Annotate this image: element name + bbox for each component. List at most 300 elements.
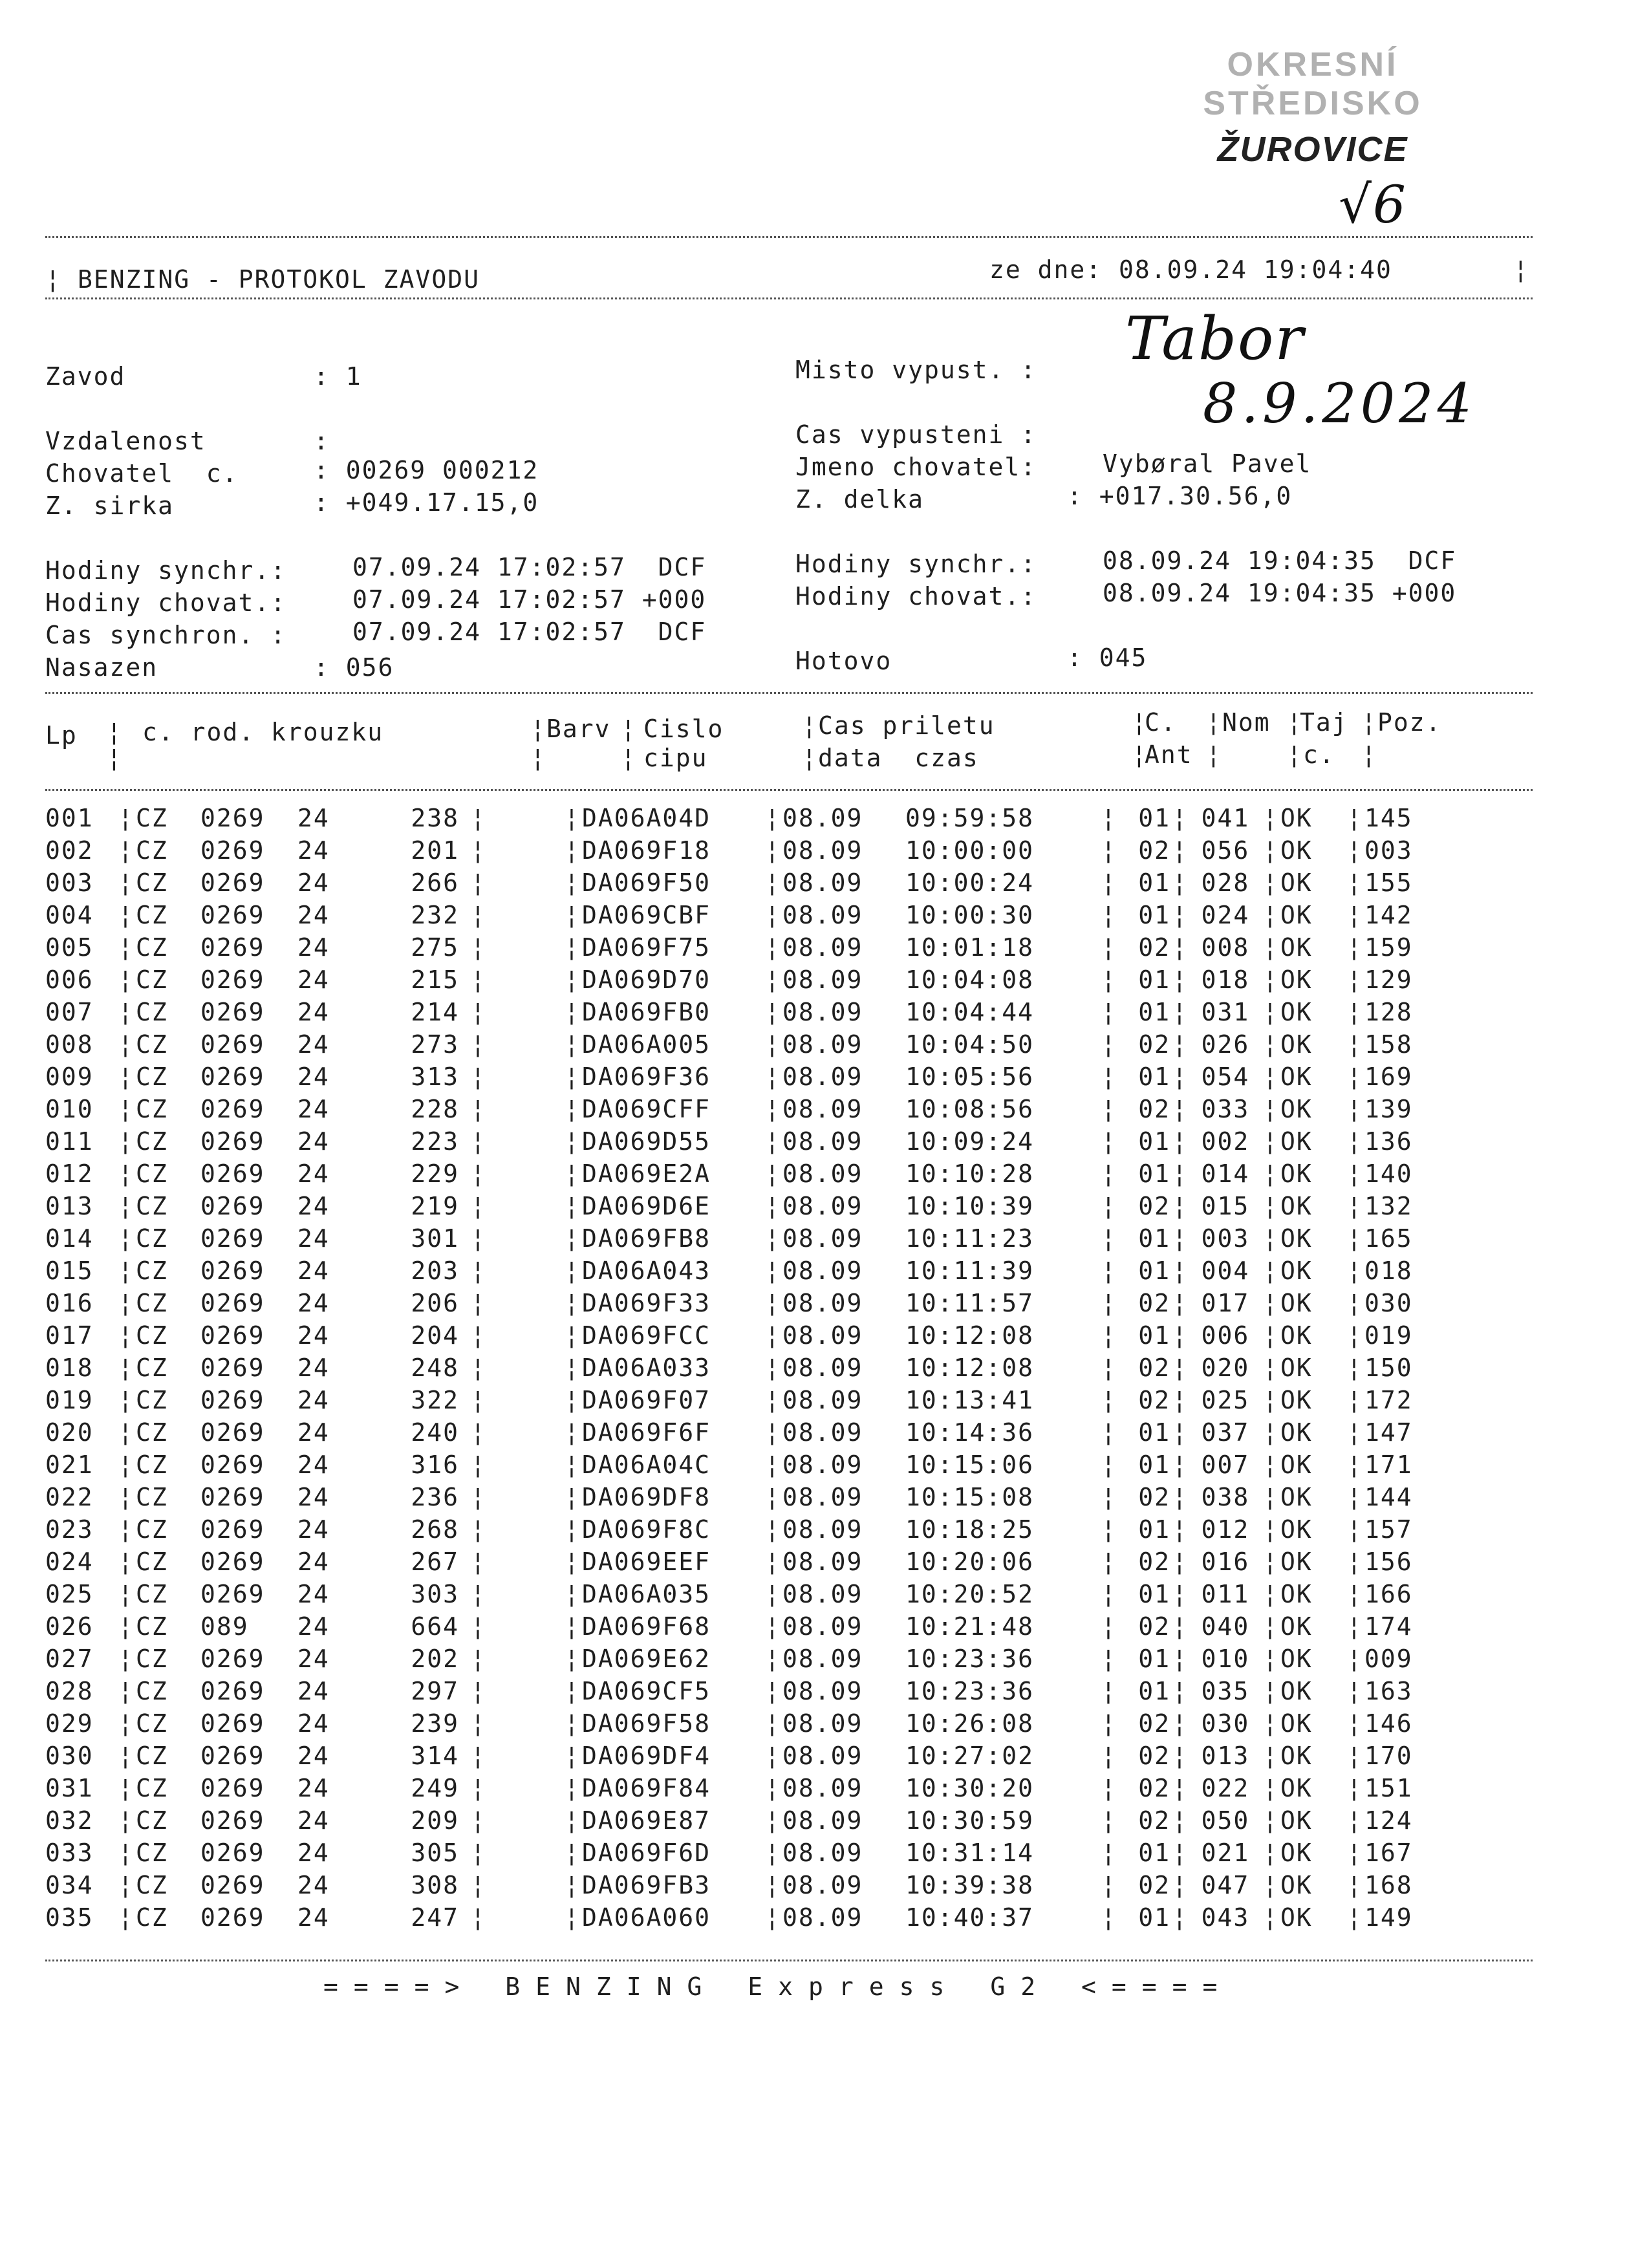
table-row	[45, 1675, 1429, 1707]
cell-lp: 010	[45, 1095, 94, 1123]
cell-sep: ¦	[1172, 1548, 1189, 1576]
cell-barv	[498, 1578, 563, 1610]
cell-date: 08.09	[782, 1839, 863, 1867]
cell-lp: 018	[45, 1354, 94, 1382]
cell-sep: ¦	[564, 1548, 581, 1576]
cell-date: 08.09	[782, 1709, 863, 1738]
col-c: C.	[1145, 708, 1177, 737]
cell-ant: 01	[1138, 1903, 1170, 1932]
cell-chip: DA06A060	[582, 1903, 711, 1932]
cell-barv	[498, 1772, 563, 1804]
cell-lp: 034	[45, 1871, 94, 1899]
cell-sep: ¦	[1262, 1677, 1279, 1705]
cell-time: 09:59:58	[905, 804, 1035, 832]
cell-taj: OK	[1280, 1483, 1313, 1511]
cell-sep: ¦	[1346, 1871, 1363, 1899]
cell-chip: DA069F50	[582, 869, 711, 897]
cell-sep: ¦	[118, 1095, 135, 1123]
cell-country: CZ	[136, 1192, 168, 1220]
cell-sep: ¦	[1172, 1289, 1189, 1317]
col-nom: Nom	[1222, 708, 1271, 737]
table-row	[45, 1319, 1429, 1352]
cell-sep: ¦	[118, 1289, 135, 1317]
cell-sep: ¦	[470, 869, 487, 897]
cell-sep: ¦	[1101, 1257, 1117, 1285]
cell-chip: DA069F6F	[582, 1418, 711, 1447]
cell-sep: ¦	[764, 1774, 781, 1802]
cell-date: 08.09	[782, 1192, 863, 1220]
cell-nom: 011	[1201, 1580, 1250, 1608]
cell-poz: 166	[1364, 1580, 1413, 1608]
cell-country: CZ	[136, 1548, 168, 1576]
cell-chip: DA069E62	[582, 1645, 711, 1673]
cell-sep: ¦	[764, 1742, 781, 1770]
cell-time: 10:21:48	[905, 1612, 1035, 1641]
cell-lp: 008	[45, 1030, 94, 1059]
cell-sep: ¦	[764, 1160, 781, 1188]
cell-taj: OK	[1280, 998, 1313, 1026]
table-row	[45, 1901, 1429, 1934]
cell-ant: 01	[1138, 1580, 1170, 1608]
cell-nom: 018	[1201, 966, 1250, 994]
cell-ring: 314	[411, 1742, 459, 1770]
cell-poz: 139	[1364, 1095, 1413, 1123]
cell-time: 10:04:44	[905, 998, 1035, 1026]
table-row	[45, 1804, 1429, 1837]
cell-sep: ¦	[1346, 1224, 1363, 1253]
cell-country: CZ	[136, 869, 168, 897]
cell-sep: ¦	[1172, 1612, 1189, 1641]
cell-barv	[498, 1546, 563, 1578]
cell-country: CZ	[136, 1127, 168, 1156]
cell-poz: 167	[1364, 1839, 1413, 1867]
cell-sep: ¦	[1101, 1451, 1117, 1479]
cell-poz: 157	[1364, 1515, 1413, 1544]
cell-sep: ¦	[1262, 1903, 1279, 1932]
cell-sep: ¦	[1346, 1742, 1363, 1770]
cell-chip: DA069FCC	[582, 1321, 711, 1350]
cell-sep: ¦	[564, 933, 581, 962]
cell-poz: 128	[1364, 998, 1413, 1026]
cell-poz: 030	[1364, 1289, 1413, 1317]
table-row	[45, 899, 1429, 931]
cell-sep: ¦	[1101, 1677, 1117, 1705]
cell-club: 0269	[200, 1354, 265, 1382]
cell-date: 08.09	[782, 1580, 863, 1608]
cell-sep: ¦	[118, 1192, 135, 1220]
cell-sep: ¦	[764, 1645, 781, 1673]
cell-sep: ¦	[1101, 1871, 1117, 1899]
cell-country: CZ	[136, 1354, 168, 1382]
protocol-title: BENZING - PROTOKOL ZAVODU	[78, 265, 480, 294]
table-row	[45, 1222, 1429, 1255]
cell-taj: OK	[1280, 1257, 1313, 1285]
cell-nom: 008	[1201, 933, 1250, 962]
cell-poz: 172	[1364, 1386, 1413, 1414]
cell-sep: ¦	[764, 998, 781, 1026]
cell-sep: ¦	[118, 998, 135, 1026]
cell-ant: 02	[1138, 1709, 1170, 1738]
cell-sep: ¦	[764, 1224, 781, 1253]
cell-sep: ¦	[764, 869, 781, 897]
cell-ring: 249	[411, 1774, 459, 1802]
cell-nom: 028	[1201, 869, 1250, 897]
cell-taj: OK	[1280, 933, 1313, 962]
cell-sep: ¦	[470, 1289, 487, 1317]
cell-barv	[498, 1093, 563, 1125]
cell-country: CZ	[136, 1580, 168, 1608]
cell-ring: 215	[411, 966, 459, 994]
cell-sep: ¦	[470, 1612, 487, 1641]
cell-barv	[498, 1449, 563, 1481]
cell-sep: ¦	[1172, 1127, 1189, 1156]
cell-sep: ¦	[1262, 1806, 1279, 1835]
cell-year: 24	[297, 1030, 330, 1059]
cell-sep: ¦	[764, 1030, 781, 1059]
col-sep: ¦	[107, 718, 123, 746]
cell-lp: 022	[45, 1483, 94, 1511]
cell-year: 24	[297, 1548, 330, 1576]
protocol-date-value: 08.09.24 19:04:40	[1119, 255, 1392, 284]
cell-date: 08.09	[782, 1321, 863, 1350]
cell-sep: ¦	[1172, 1483, 1189, 1511]
cell-year: 24	[297, 1224, 330, 1253]
col-cipu: cipu	[643, 744, 708, 772]
cell-year: 24	[297, 1515, 330, 1544]
table-row	[45, 1255, 1429, 1287]
cell-lp: 035	[45, 1903, 94, 1932]
cell-taj: OK	[1280, 1354, 1313, 1382]
cell-ant: 02	[1138, 1548, 1170, 1576]
nasazen-value: : 056	[314, 653, 394, 682]
cell-lp: 026	[45, 1612, 94, 1641]
cell-ring: 305	[411, 1839, 459, 1867]
cell-country: CZ	[136, 1095, 168, 1123]
cell-ring: 303	[411, 1580, 459, 1608]
cell-sep: ¦	[1346, 1451, 1363, 1479]
table-row	[45, 834, 1429, 867]
cell-ring: 209	[411, 1806, 459, 1835]
cell-year: 24	[297, 1774, 330, 1802]
cell-sep: ¦	[1262, 1451, 1279, 1479]
cell-time: 10:20:06	[905, 1548, 1035, 1576]
cell-time: 10:09:24	[905, 1127, 1035, 1156]
cell-chip: DA069D6E	[582, 1192, 711, 1220]
cell-sep: ¦	[1172, 1645, 1189, 1673]
cell-time: 10:27:02	[905, 1742, 1035, 1770]
cell-ring: 247	[411, 1903, 459, 1932]
cell-year: 24	[297, 1677, 330, 1705]
cell-sep: ¦	[118, 1839, 135, 1867]
table-row	[45, 867, 1429, 899]
cell-ant: 01	[1138, 869, 1170, 897]
cell-sep: ¦	[118, 1418, 135, 1447]
cell-sep: ¦	[1346, 1677, 1363, 1705]
cell-ant: 02	[1138, 1095, 1170, 1123]
cell-year: 24	[297, 1580, 330, 1608]
cell-barv	[498, 899, 563, 931]
cell-nom: 007	[1201, 1451, 1250, 1479]
cell-sep: ¦	[1262, 1774, 1279, 1802]
cell-sep: ¦	[118, 901, 135, 929]
cell-chip: DA06A04D	[582, 804, 711, 832]
cas-synchron-label: Cas synchron. :	[45, 621, 287, 649]
cell-sep: ¦	[564, 869, 581, 897]
cell-time: 10:30:20	[905, 1774, 1035, 1802]
cell-sep: ¦	[1346, 804, 1363, 832]
cell-lp: 016	[45, 1289, 94, 1317]
cell-sep: ¦	[118, 1871, 135, 1899]
cell-nom: 014	[1201, 1160, 1250, 1188]
cell-lp: 030	[45, 1742, 94, 1770]
cell-sep: ¦	[1262, 1127, 1279, 1156]
cell-poz: 170	[1364, 1742, 1413, 1770]
table-row	[45, 1643, 1429, 1675]
cell-club: 0269	[200, 1224, 265, 1253]
cell-sep: ¦	[1346, 836, 1363, 865]
synchr-left-label: Hodiny synchr.:	[45, 556, 287, 585]
cell-ant: 02	[1138, 1612, 1170, 1641]
cell-chip: DA069CFF	[582, 1095, 711, 1123]
cell-taj: OK	[1280, 1095, 1313, 1123]
cell-sep: ¦	[564, 1192, 581, 1220]
col-poz: Poz.	[1377, 708, 1442, 737]
sirka-label: Z. sirka	[45, 491, 175, 520]
cell-taj: OK	[1280, 1451, 1313, 1479]
cell-lp: 015	[45, 1257, 94, 1285]
cell-sep: ¦	[564, 1483, 581, 1511]
cell-sep: ¦	[470, 966, 487, 994]
cell-time: 10:23:36	[905, 1677, 1035, 1705]
cell-sep: ¦	[470, 1483, 487, 1511]
cell-club: 0269	[200, 869, 265, 897]
cell-ring: 313	[411, 1063, 459, 1091]
cell-sep: ¦	[764, 804, 781, 832]
cell-barv	[498, 1804, 563, 1837]
cell-barv	[498, 834, 563, 867]
cell-sep: ¦	[564, 836, 581, 865]
cell-sep: ¦	[1101, 933, 1117, 962]
col-sep: ¦	[530, 715, 546, 743]
cell-ant: 01	[1138, 998, 1170, 1026]
cell-club: 0269	[200, 1645, 265, 1673]
cell-taj: OK	[1280, 1192, 1313, 1220]
cell-lp: 005	[45, 933, 94, 962]
cell-time: 10:05:56	[905, 1063, 1035, 1091]
cell-poz: 151	[1364, 1774, 1413, 1802]
cell-sep: ¦	[1101, 1418, 1117, 1447]
cell-nom: 015	[1201, 1192, 1250, 1220]
cell-chip: DA069F18	[582, 836, 711, 865]
cell-time: 10:14:36	[905, 1418, 1035, 1447]
cell-year: 24	[297, 1418, 330, 1447]
cell-club: 0269	[200, 1418, 265, 1447]
cell-nom: 025	[1201, 1386, 1250, 1414]
cell-chip: DA069FB8	[582, 1224, 711, 1253]
cell-poz: 019	[1364, 1321, 1413, 1350]
cell-ant: 01	[1138, 1160, 1170, 1188]
cell-sep: ¦	[118, 1386, 135, 1414]
cell-sep: ¦	[1346, 1321, 1363, 1350]
col-barv: Barv	[546, 715, 611, 743]
divider-bottom	[45, 1960, 1533, 1961]
col-sep: ¦	[802, 744, 818, 772]
cell-sep: ¦	[470, 1580, 487, 1608]
table-row	[45, 1837, 1429, 1869]
cell-sep: ¦	[470, 1030, 487, 1059]
cell-sep: ¦	[1346, 998, 1363, 1026]
cell-ring: 316	[411, 1451, 459, 1479]
cell-nom: 021	[1201, 1839, 1250, 1867]
cell-ant: 01	[1138, 1063, 1170, 1091]
cell-chip: DA069CF5	[582, 1677, 711, 1705]
cell-barv	[498, 802, 563, 834]
cell-sep: ¦	[764, 1709, 781, 1738]
cell-year: 24	[297, 1386, 330, 1414]
cell-nom: 017	[1201, 1289, 1250, 1317]
table-row	[45, 1061, 1429, 1093]
cell-sep: ¦	[564, 1742, 581, 1770]
cell-chip: DA069E2A	[582, 1160, 711, 1188]
cell-club: 0269	[200, 1483, 265, 1511]
cell-year: 24	[297, 1903, 330, 1932]
cell-sep: ¦	[118, 804, 135, 832]
cell-sep: ¦	[564, 1386, 581, 1414]
cell-sep: ¦	[1101, 1774, 1117, 1802]
cell-sep: ¦	[1101, 1742, 1117, 1770]
cell-time: 10:12:08	[905, 1321, 1035, 1350]
handwritten-date: 8.9.2024	[1203, 372, 1476, 435]
cell-year: 24	[297, 1483, 330, 1511]
handwritten-release-place: Tabor	[1125, 304, 1305, 373]
cell-club: 0269	[200, 1095, 265, 1123]
cell-sep: ¦	[470, 1871, 487, 1899]
cell-chip: DA069F68	[582, 1612, 711, 1641]
cell-sep: ¦	[118, 836, 135, 865]
cell-chip: DA069F8C	[582, 1515, 711, 1544]
cell-barv	[498, 1901, 563, 1934]
cell-sep: ¦	[1172, 1515, 1189, 1544]
table-row	[45, 1740, 1429, 1772]
cell-year: 24	[297, 1192, 330, 1220]
cell-club: 0269	[200, 1839, 265, 1867]
cell-sep: ¦	[1262, 1645, 1279, 1673]
cell-date: 08.09	[782, 1224, 863, 1253]
cell-sep: ¦	[1172, 1257, 1189, 1285]
table-row	[45, 1093, 1429, 1125]
cell-sep: ¦	[564, 1774, 581, 1802]
cell-nom: 010	[1201, 1645, 1250, 1673]
cell-lp: 004	[45, 901, 94, 929]
cell-date: 08.09	[782, 1871, 863, 1899]
cell-taj: OK	[1280, 836, 1313, 865]
cell-barv	[498, 1707, 563, 1740]
cell-ant: 01	[1138, 1839, 1170, 1867]
cell-sep: ¦	[564, 1580, 581, 1608]
cell-time: 10:12:08	[905, 1354, 1035, 1382]
cell-nom: 026	[1201, 1030, 1250, 1059]
delka-label: Z. delka	[795, 485, 925, 513]
cell-sep: ¦	[1346, 1030, 1363, 1059]
handwritten-check: √6	[1339, 175, 1407, 235]
cell-date: 08.09	[782, 1386, 863, 1414]
cell-taj: OK	[1280, 1580, 1313, 1608]
cell-sep: ¦	[1262, 1709, 1279, 1738]
cell-club: 0269	[200, 1063, 265, 1091]
stamp-line-1: OKRESNÍ STŘEDISKO	[1203, 46, 1423, 122]
cell-country: CZ	[136, 901, 168, 929]
cell-barv	[498, 996, 563, 1028]
cell-sep: ¦	[764, 966, 781, 994]
cell-time: 10:15:08	[905, 1483, 1035, 1511]
cell-country: CZ	[136, 1418, 168, 1447]
cell-sep: ¦	[1346, 933, 1363, 962]
cell-time: 10:00:30	[905, 901, 1035, 929]
cell-sep: ¦	[118, 1224, 135, 1253]
synchr-right-label: Hodiny synchr.:	[795, 550, 1037, 578]
cell-taj: OK	[1280, 869, 1313, 897]
cell-date: 08.09	[782, 1515, 863, 1544]
cell-sep: ¦	[470, 1354, 487, 1382]
cell-sep: ¦	[470, 901, 487, 929]
cell-sep: ¦	[764, 1903, 781, 1932]
cell-year: 24	[297, 901, 330, 929]
cell-sep: ¦	[1172, 1839, 1189, 1867]
divider-header	[45, 297, 1533, 299]
cell-chip: DA06A043	[582, 1257, 711, 1285]
cell-sep: ¦	[470, 1742, 487, 1770]
cell-club: 0269	[200, 1774, 265, 1802]
cell-chip: DA069FB3	[582, 1871, 711, 1899]
cell-club: 089	[200, 1612, 249, 1641]
protocol-date-label: ze dne:	[989, 255, 1103, 284]
cell-poz: 165	[1364, 1224, 1413, 1253]
cell-year: 24	[297, 966, 330, 994]
cell-date: 08.09	[782, 1127, 863, 1156]
cell-poz: 003	[1364, 836, 1413, 865]
cell-ring: 228	[411, 1095, 459, 1123]
cell-sep: ¦	[118, 1127, 135, 1156]
cas-vypusteni-label: Cas vypusteni :	[795, 420, 1037, 449]
cell-barv	[498, 1481, 563, 1513]
cell-nom: 013	[1201, 1742, 1250, 1770]
cell-sep: ¦	[470, 1418, 487, 1447]
cell-chip: DA069D70	[582, 966, 711, 994]
cell-date: 08.09	[782, 1742, 863, 1770]
cell-ant: 02	[1138, 933, 1170, 962]
cell-lp: 003	[45, 869, 94, 897]
cell-sep: ¦	[1346, 1612, 1363, 1641]
synchr-right-value: 08.09.24 19:04:35 DCF	[1103, 546, 1457, 575]
cell-sep: ¦	[1262, 1515, 1279, 1544]
col-sep: ¦	[621, 715, 637, 743]
cell-nom: 004	[1201, 1257, 1250, 1285]
col-taj-c: c.	[1303, 740, 1335, 769]
cell-sep: ¦	[1172, 1063, 1189, 1091]
cell-time: 10:31:14	[905, 1839, 1035, 1867]
cell-barv	[498, 1158, 563, 1190]
cell-sep: ¦	[764, 1192, 781, 1220]
cell-taj: OK	[1280, 1515, 1313, 1544]
cell-sep: ¦	[564, 1289, 581, 1317]
cell-taj: OK	[1280, 1871, 1313, 1899]
col-ant: Ant	[1145, 740, 1193, 769]
cell-sep: ¦	[1101, 1063, 1117, 1091]
cell-club: 0269	[200, 1127, 265, 1156]
cell-club: 0269	[200, 1030, 265, 1059]
cell-date: 08.09	[782, 1257, 863, 1285]
table-row	[45, 1578, 1429, 1610]
